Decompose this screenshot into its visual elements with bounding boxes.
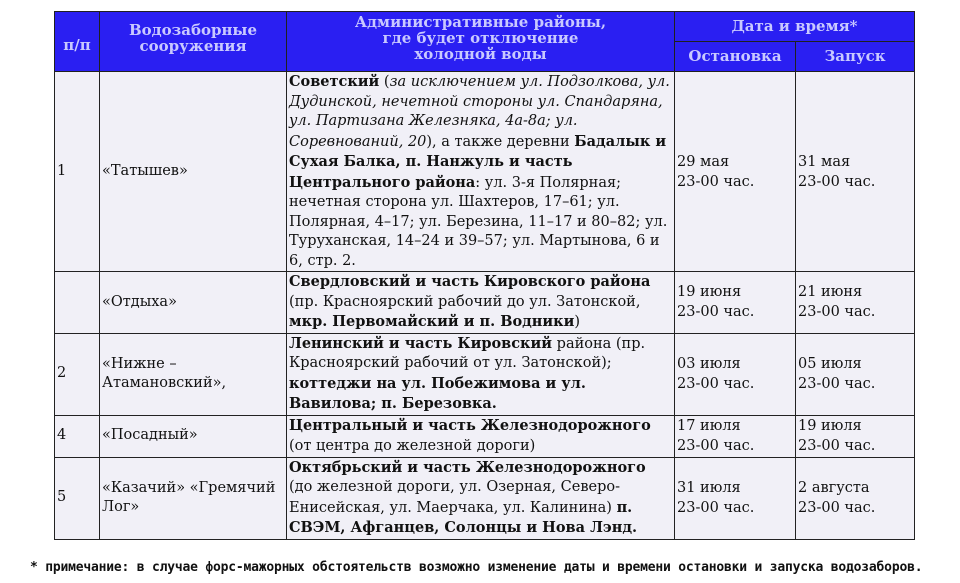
header-districts: [287, 12, 675, 72]
start-date: 2 августа: [798, 480, 870, 496]
start-datetime: [796, 333, 915, 415]
stop-time: 23-00 час.: [677, 304, 755, 321]
stop-datetime: [675, 415, 796, 457]
header-districts-line3: холодной воды: [414, 45, 547, 63]
row-number: 5: [55, 457, 100, 539]
start-date: 19 июля: [798, 418, 862, 434]
stop-date: 31 июля: [677, 480, 741, 496]
start-date: 21 июня: [798, 284, 863, 301]
district-bold: мкр. Первомайский и п. Водники: [289, 313, 575, 330]
header-stop: Остановка: [675, 42, 796, 72]
district-text: (пр. Красноярский рабочий до ул. Затонской,: [289, 293, 641, 310]
stop-date: 17 июля: [677, 418, 741, 434]
facility-name: «Отдыха»: [100, 272, 287, 334]
header-facility: Водозаборные сооружения: [100, 12, 287, 72]
footnote: * примечание: в случае форс-мажорных обстоятельств возможно изменение даты и времени остановки и запуска водозаборов.: [30, 560, 923, 575]
row-number: 1: [55, 72, 100, 272]
facility-name: «Нижне – Атамановский»,: [100, 333, 287, 415]
facility-name: «Татышев»: [100, 72, 287, 272]
facility-name: «Посадный»: [100, 415, 287, 457]
district-bold: коттеджи на ул. Побежимова и ул. Вавилова; п. Березовка.: [289, 374, 586, 412]
start-time: 23-00 час.: [798, 376, 876, 392]
start-datetime: [796, 72, 915, 272]
stop-time: 23-00 час.: [677, 173, 755, 190]
start-time: 23-00 час.: [798, 304, 876, 321]
district-description: [287, 72, 675, 272]
header-start: Запуск: [796, 42, 915, 72]
district-text: (: [379, 74, 390, 90]
stop-time: 23-00 час.: [677, 376, 755, 392]
stop-datetime: [675, 457, 796, 539]
start-datetime: [796, 272, 915, 334]
table-row: [55, 72, 915, 272]
start-time: 23-00 час.: [798, 438, 876, 454]
stop-date: 19 июня: [677, 284, 742, 301]
district-text: района (пр. Красноярский рабочий от ул. Затонской);: [289, 335, 646, 371]
stop-date: 03 июля: [677, 356, 741, 372]
facility-name: «Казачий» «Гремячий Лог»: [100, 457, 287, 539]
district-description: [287, 333, 675, 415]
table-row: [55, 272, 915, 334]
district-description: [287, 457, 675, 539]
district-text: (от центра до железной дороги): [289, 437, 536, 454]
district-text: ), а также деревни: [426, 133, 575, 150]
district-text: ): [574, 314, 581, 330]
district-description: [287, 272, 675, 334]
district-bold: Ленинский и часть Кировский: [289, 334, 553, 352]
stop-time: 23-00 час.: [677, 438, 755, 454]
stop-datetime: [675, 333, 796, 415]
table-row: [55, 415, 915, 457]
stop-datetime: [675, 272, 796, 334]
header-districts-line1: Административные районы,: [354, 13, 607, 31]
district-bold: Советский: [289, 73, 380, 90]
table-row: [55, 333, 915, 415]
start-date: 31 мая: [798, 153, 851, 170]
district-bold: Центральный и часть Железнодорожного: [289, 417, 651, 434]
stop-datetime: [675, 72, 796, 272]
start-datetime: [796, 415, 915, 457]
district-description: [287, 415, 675, 457]
row-number: [55, 272, 100, 334]
outage-schedule-table: [54, 11, 915, 540]
stop-date: 29 мая: [677, 153, 730, 170]
header-datetime: Дата и время*: [675, 12, 915, 42]
district-italic: за исключением ул. Подзолкова, ул. Дудинской, нечетной стороны ул. Спандаряна, ул. Партизана Железняка, 4а-8а; ул. Соревнований, 20: [289, 74, 670, 150]
district-bold: п. СВЭМ, Афганцев, Солонцы и Нова Лэнд.: [289, 498, 638, 536]
start-time: 23-00 час.: [798, 173, 876, 190]
stop-time: 23-00 час.: [677, 500, 755, 516]
start-datetime: [796, 457, 915, 539]
row-number: 4: [55, 415, 100, 457]
header-districts-line2: где будет отключение: [382, 29, 579, 47]
row-number: 2: [55, 333, 100, 415]
header-num: п/п: [55, 12, 100, 72]
start-time: 23-00 час.: [798, 500, 876, 516]
district-text: (до железной дороги, ул. Озерная, Северо-Енисейская, ул. Маерчака, ул. Калинина): [289, 479, 620, 516]
table-row: [55, 457, 915, 539]
district-bold: Октябрьский и часть Железнодорожного: [289, 458, 646, 476]
district-bold: Бадалык и Сухая Балка, п. Нанжуль и часть Центрального района: [289, 132, 667, 191]
district-bold: Свердловский и часть Кировского района: [289, 273, 651, 290]
district-text: : ул. 3-я Полярная; нечетная сторона ул. Шахтеров, 17–61; ул. Полярная, 4–17; ул. Березина, 11–17 и 80–82; ул. Туруханская, 14–24 и 39–57; ул. Мартынова, 6 и 6, стр. 2.: [289, 174, 668, 269]
start-date: 05 июля: [798, 356, 862, 372]
